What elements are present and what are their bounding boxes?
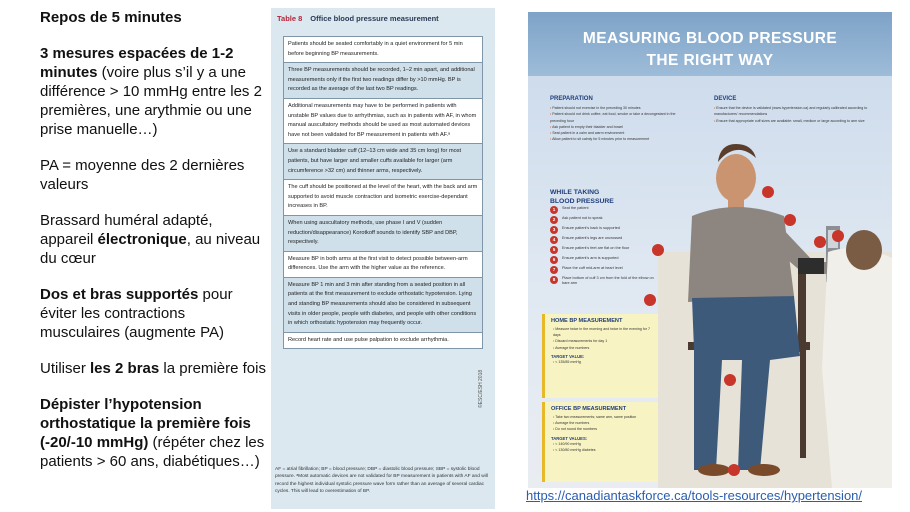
table-row: Three BP measurements should be recorded, 1–2 min apart, and additional measurements only if the first two readings differ by >10 mmHg. BP is recorded as the average of the last two BP readings. <box>283 63 483 99</box>
home-target-label: TARGET VALUE: <box>551 353 585 359</box>
table-row: Patients should be seated comfortably in a quiet environment for 5 min before beginning BP measurements. <box>283 36 483 63</box>
rest-note: Repos de 5 minutes <box>40 9 182 26</box>
esc-table-8 <box>271 8 495 509</box>
office-target-label: TARGET VALUES: <box>551 435 588 441</box>
list-item: • Average the numbers <box>553 420 650 426</box>
table-row: When using auscultatory methods, use phase I and V (sudden reduction/disappearance) Korotkoff sounds to identify SBP and DBP, respectively. <box>283 216 483 252</box>
step-item: 8 Place bottom of cuff 3 cm from the fold of the elbow on bare arm <box>550 276 660 286</box>
steps-list <box>550 206 660 286</box>
list-item: • Take two measurements; same arm, same position <box>553 414 650 420</box>
table-row: Measure BP 1 min and 3 min after standing from a seated position in all patients at the first measurement to exclude orthostatic hypotension. Lying and standing BP measurements should also be considered in subsequent visits in older people, people with diabetes, and people with other conditions in which orthostatic hypotension may frequently occur. <box>283 278 483 333</box>
step-item: 3 Ensure patient’s back is supported <box>550 226 660 236</box>
preparation-heading: PREPARATION <box>550 96 593 102</box>
table-row: Record heart rate and use pulse palpation to exclude arrhythmia. <box>283 333 483 350</box>
list-item: • Allow patient to sit calmly for 5 minutes prior to measurement <box>550 136 690 142</box>
support-note: Dos et bras supportés pour éviter les contractions musculaires (augmente PA) <box>40 286 233 341</box>
both-arms-note: Utiliser les 2 bras la première fois <box>40 360 266 377</box>
table-number: Table 8 <box>277 14 303 23</box>
office-bp-list <box>545 414 658 433</box>
while-taking-heading: WHILE TAKING BLOOD PRESSURE <box>550 189 614 205</box>
home-bp-list <box>545 326 658 351</box>
table-row: Additional measurements may have to be performed in patients with unstable BP values due to arrhythmias, such as in patients with AF, in whom manual auscultatory methods should be used as most automated devices have not been validated for BP measurement in patients with AF.ᵃ <box>283 99 483 144</box>
table-copyright: ©ESC/ESH 2018 <box>478 369 484 408</box>
left-text-column <box>40 8 268 488</box>
step-item: 1 Seat the patient <box>550 206 660 216</box>
table-rows <box>283 36 483 349</box>
home-bp-heading: HOME BP MEASUREMENT <box>551 318 623 324</box>
step-item: 5 Ensure patient’s feet are flat on the floor <box>550 246 660 256</box>
orthostatic-note: Dépister l’hypotension orthostatique la première fois (-20/-10 mmHg) (répéter chez les patients > 60 ans, diabétiques…) <box>40 396 265 470</box>
list-item: • Do not round the numbers <box>553 426 650 432</box>
list-item: • Ensure that appropriate cuff sizes are available: small, medium or large according to arm size <box>714 118 882 124</box>
list-item: • Ask patient to empty their bladder and bowel <box>550 124 690 130</box>
table-footnote: AF = atrial fibrillation; BP = blood pressure; DBP = diastolic blood pressure; SBP = systolic blood pressure. ᵃMost automatic devices are not validated for BP measurement in patients with AF and will record the highest individual systolic pressure wave form rather than an average of several cardiac cycles. This will lead to overestimation of BP. <box>275 467 488 495</box>
table-header <box>277 14 439 23</box>
office-bp-box <box>542 402 658 482</box>
home-target-value: • < 135/85 mmHg <box>545 359 658 365</box>
source-link[interactable]: https://canadiantaskforce.ca/tools-resources/hypertension/ <box>526 488 863 503</box>
office-bp-heading: OFFICE BP MEASUREMENT <box>551 406 627 412</box>
list-item: • Patient should not exercise in the preceding 30 minutes <box>550 105 690 111</box>
measures-note: 3 mesures espacées de 1-2 minutes (voire plus s’il y a une différence > 10 mmHg entre les 2 premières, une arythmie ou une prise manuelle…) <box>40 45 262 138</box>
list-item: • Discard measurements for day 1 <box>553 338 650 344</box>
preparation-list <box>550 105 690 143</box>
step-item: 6 Ensure patient’s arm is supported <box>550 256 660 266</box>
infographic-title-line-2: THE RIGHT WAY <box>646 52 774 69</box>
table-title: Office blood pressure measurement <box>310 14 439 23</box>
table-row: The cuff should be positioned at the level of the heart, with the back and arm supported to avoid muscle contraction and isometric exercise-dependant increases in BP. <box>283 180 483 216</box>
list-item: • Patient should not drink coffee, eat food, smoke or take a decongestant in the preceding hour <box>550 111 690 124</box>
cuff-note: Brassard huméral adapté, appareil électronique, au niveau du cœur <box>40 212 261 267</box>
average-note: PA = moyenne des 2 dernières valeurs <box>40 157 245 193</box>
list-item: • Seat patient in a calm and warm environment <box>550 130 690 136</box>
step-item: 2 Ask patient not to speak <box>550 216 660 226</box>
list-item: • Ensure that the device is validated (www.hypertension.ca) and regularly calibrated according to manufacturers’ recommendations <box>714 105 882 118</box>
list-item: • Measure twice in the morning and twice in the evening for 7 days <box>553 326 650 338</box>
step-item: 4 Ensure patient’s legs are uncrossed <box>550 236 660 246</box>
office-target-values: • < 140/90 mmHg • < 130/80 mmHg diabetes <box>545 441 658 453</box>
infographic-title-line-1: MEASURING BLOOD PRESSURE <box>582 30 838 47</box>
table-row: Measure BP in both arms at the first visit to detect possible between-arm differences. Use the arm with the higher value as the reference. <box>283 252 483 278</box>
device-list <box>714 105 882 124</box>
table-row: Use a standard bladder cuff (12–13 cm wide and 35 cm long) for most patients, but have larger and smaller cuffs available for larger (arm circumference >32 cm) and thinner arms, respectively. <box>283 144 483 180</box>
step-item: 7 Place the cuff mid-arm at heart level <box>550 266 660 276</box>
home-bp-box <box>542 314 658 398</box>
bp-infographic <box>528 12 892 488</box>
device-heading: DEVICE <box>714 96 737 102</box>
list-item: • Average the numbers <box>553 345 650 351</box>
